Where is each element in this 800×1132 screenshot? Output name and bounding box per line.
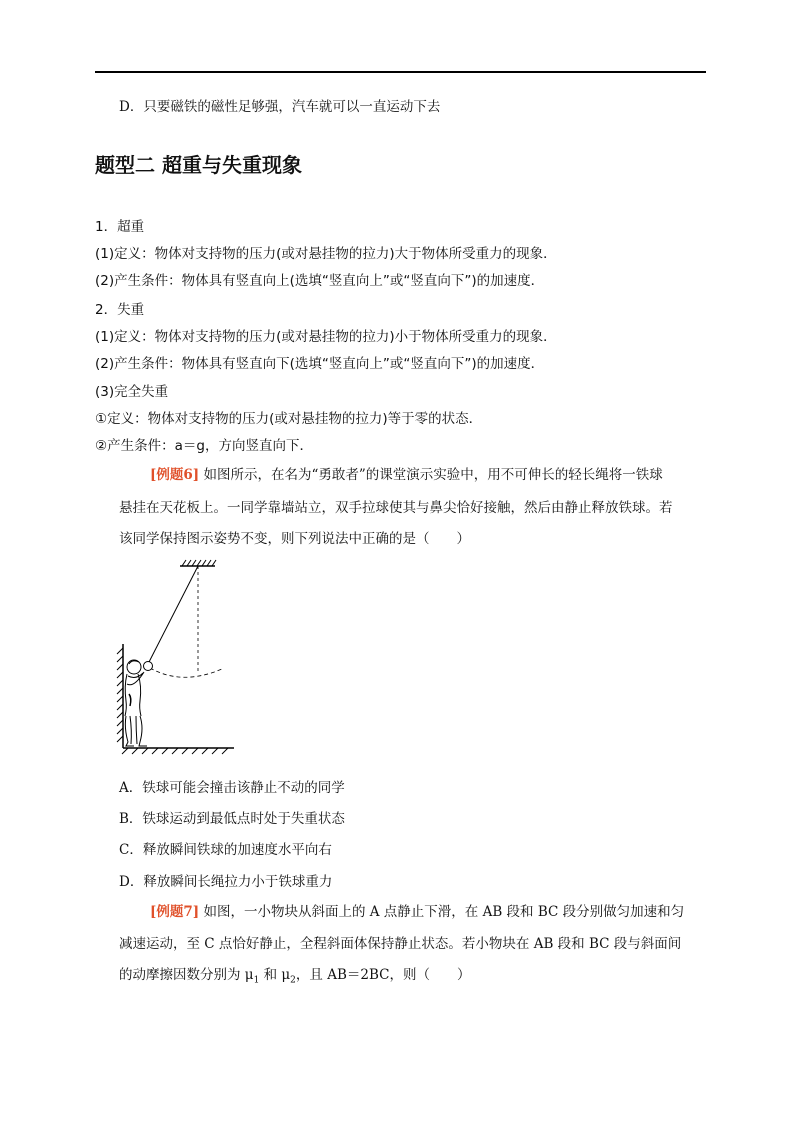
mu1-subscript: 1 [253, 975, 260, 986]
example7-text-pre: 的动摩擦因数分别为 μ [119, 967, 254, 983]
example7-tag: [例题7] [150, 904, 200, 920]
student-figure [125, 660, 147, 746]
example6-tag: [例题6] [150, 467, 200, 483]
example7-text-1: 如图，一小物块从斜面上的 A 点静止下滑，在 AB 段和 BC 段分别做匀加速和匀 [203, 904, 685, 920]
example7-line2: 减速运动，至 C 点恰好静止，全程斜面体保持静止状态。若小物块在 AB 段和 BC 段与斜面间 [119, 936, 682, 952]
weightless-condition: (2)产生条件：物体具有竖直向下(选填“竖直向上”或“竖直向下”)的加速度． [95, 356, 545, 372]
example7-text-post: ，且 AB＝2BC，则（ ） [295, 967, 471, 983]
complete-weightless-definition: ①定义：物体对支持物的压力(或对悬挂物的拉力)等于零的状态． [95, 411, 483, 427]
pendulum-figure [112, 556, 242, 756]
example6-line1 [150, 466, 663, 484]
example7-text-mid: 和 μ [259, 967, 291, 983]
prev-option-d: D．只要磁铁的磁性足够强，汽车就可以一直运动下去 [119, 99, 441, 115]
overweight-condition: (2)产生条件：物体具有竖直向上(选填“竖直向上”或“竖直向下”)的加速度． [95, 273, 545, 289]
rope [148, 566, 198, 664]
complete-weightless-condition: ②产生条件：a＝g，方向竖直向下． [95, 438, 313, 454]
floor [122, 748, 234, 754]
example7-line3 [119, 966, 470, 990]
overweight-definition: (1)定义：物体对支持物的压力(或对悬挂物的拉力)大于物体所受重力的现象． [95, 246, 557, 262]
iron-ball [144, 662, 153, 671]
example6-line3: 该同学保持图示姿势不变，则下列说法中正确的是（ ） [119, 531, 470, 547]
example6-option-a: A．铁球可能会撞击该静止不动的同学 [119, 780, 345, 796]
section-title: 题型二 超重与失重现象 [95, 153, 302, 177]
example6-option-d: D．释放瞬间长绳拉力小于铁球重力 [119, 874, 333, 890]
example6-option-b: B．铁球运动到最低点时处于失重状态 [119, 811, 345, 827]
wall [117, 644, 123, 748]
ceiling [180, 560, 216, 566]
mu2-subscript: 2 [290, 975, 296, 986]
example6-text-1: 如图所示，在名为“勇敢者”的课堂演示实验中，用不可伸长的轻长绳将一铁球 [203, 467, 663, 483]
weightless-heading: 2．失重 [95, 302, 145, 318]
example6-option-c: C．释放瞬间铁球的加速度水平向右 [119, 842, 332, 858]
complete-weightless-heading: (3)完全失重 [95, 384, 169, 400]
example6-line2: 悬挂在天花板上。一同学靠墙站立，双手拉球使其与鼻尖恰好接触，然后由静止释放铁球。若 [119, 500, 673, 516]
overweight-heading: 1．超重 [95, 219, 145, 235]
header-rule [95, 71, 706, 73]
swing-arc [150, 668, 222, 677]
example7-line1 [150, 903, 684, 921]
weightless-definition: (1)定义：物体对支持物的压力(或对悬挂物的拉力)小于物体所受重力的现象． [95, 329, 557, 345]
